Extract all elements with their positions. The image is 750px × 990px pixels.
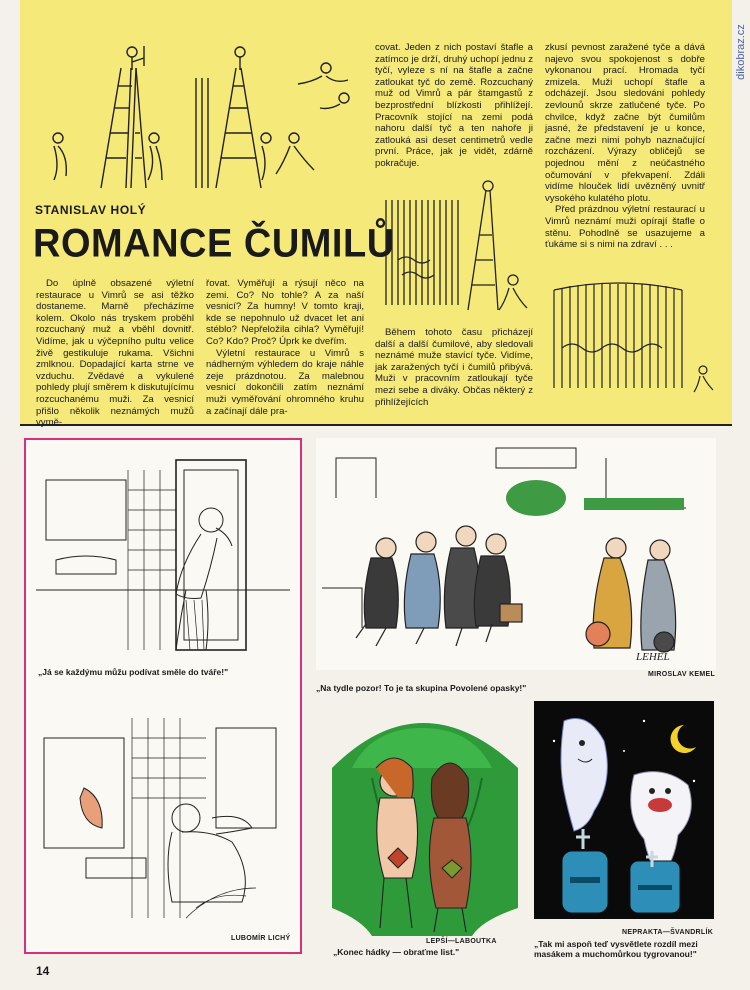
paragraph: covat. Jeden z nich postaví štafle a zatímco je drží, druhý uchopí jednu z tyčí, vyleze s ní na štafle a začne zatloukat tyč do země. Rozcuchaný muž od Vimrů a pár štamgastů z bezprostřední blízkosti přihlížejí. Pracovník stojící na zemi podá nahoru další tyč a ten nahoře ji zatlouká asi deset centimetrů vedle první. Práce, jak je vidět, zdárně pokračuje.: [375, 42, 533, 169]
fence-drawing: [378, 180, 538, 320]
article-author: STANISLAV HOLÝ: [35, 203, 147, 217]
adam-eve-drawing: [332, 708, 518, 936]
watermark: [731, 10, 750, 90]
adam-eve-caption: „Konec hádky — obraťme list.": [333, 947, 460, 957]
paragraph: Během tohoto času přicházejí další a další čumilové, aby sledovali neznámé muže stavící tyče. Vidíme, jak zaražených tyčí i čumilů přibývá. Muži v pracovním zatloukají tyče mezi sebe a diváky. Občas některý z přihlížejících: [375, 327, 533, 408]
street-cartoon: [316, 438, 716, 670]
adam-eve-credit: LEPŠÍ—LABOUTKA: [426, 938, 497, 945]
ghosts-drawing: [534, 701, 714, 919]
fence-illustration-1: [378, 180, 538, 320]
street-credit: MIROSLAV KEMEL: [648, 671, 716, 678]
street-drawing: [316, 438, 716, 670]
article-column-2: [206, 278, 364, 417]
article-column-3-continued: [375, 327, 533, 408]
watermark-text: dikobraz.cz: [735, 24, 747, 80]
circular-fence-drawing: [548, 278, 718, 402]
ghosts-cartoon: [534, 701, 714, 919]
ladder-drawing: [36, 38, 366, 198]
paragraph: zkusí pevnost zaražené tyče a dává najevo svou spokojenost s dobře vykonanou prací. Hromada tyčí zmizela. Muži uchopí štafle a odcházejí. Jsou sledováni pohledy zevlounů skrze zatlučené tyče. Po chvilce, když začne být čumilům jasné, že představení je u konce, začne mezi nimi pohyb naznačující rozcházení. Výrazy obličejů se pojednou mění z neúčastného očumování v překvapení. Zdáli vidíme hlouček lidí uvězněný uvnitř vysokého kulatého plotu.: [545, 42, 705, 204]
mirror-drawing: [36, 708, 290, 928]
article-column-1: [36, 278, 194, 429]
paragraph: řovat. Vyměřují a rýsují něco na zemi. Co? No tohle? A za naší vesnicí? Za humny! V tomto kraji, kde se nepohnulo už dvacet let ani stéblo? Nepřeložila cihla? Vyměřují! Co? Kdo? Proč? Úprk ke dveřím.: [206, 278, 364, 347]
street-caption: „Na tydle pozor! To je ta skupina Povolené opasky!": [316, 683, 527, 693]
paragraph: Před prázdnou výletní restaurací u Vimrů neznámí muži opírají štafle o stěnu. Pohodlně se usazujeme a ťukáme si s nimi na zdraví . . .: [545, 204, 705, 251]
bathroom-cartoon-top: [36, 450, 290, 658]
moon-icon: [671, 725, 696, 753]
bathroom-credit: LUBOMÍR LICHÝ: [231, 935, 291, 942]
paragraph: Výletní restaurace u Vimrů s nádherným výhledem do kraje náhle zeje prázdnotou. Za malebnou vesnicí dokončili zatím neznámí muži vyměřování ohromného kruhu a začínají dále pra-: [206, 347, 364, 417]
ladder-illustration: [36, 38, 366, 198]
article-column-4: [545, 42, 705, 251]
page-number: 14: [36, 964, 50, 978]
ghosts-credit: NEPRAKTA—ŠVANDRLÍK: [622, 929, 714, 936]
bathroom-cartoon-bottom: [36, 708, 290, 928]
ghosts-caption: „Tak mi aspoň teď vysvětlete rozdíl mezi masákem a muchomůrkou tygrovanou!": [534, 939, 698, 959]
fence-illustration-2: [548, 278, 718, 402]
adam-eve-cartoon: [332, 708, 518, 936]
article-column-3: [375, 42, 533, 170]
street-signature: LEHEL: [636, 651, 670, 663]
paragraph: Do úplně obsazené výletní restaurace u Vimrů se asi těžko dostaneme. Marně přecházíme kolem. Okolo nás tryskem proběhl rozcuchaný muž a vběhl dovnitř. Vidíme, jak u výčepního pultu velice živě gestikuluje rukama. Všichni zmlknou. Dopadající karta strne ve vzduchu. Zvědavé a vykulené pohledy plují směrem k diskutujícímu rozcuchanému muži. Za vesnicí přišlo několik neznámých mužů vymě-: [36, 278, 194, 429]
bathroom-door-drawing: [36, 450, 290, 658]
article-title: ROMANCE ČUMILŮ: [33, 221, 395, 267]
bathroom-top-caption: „Já se každýmu můžu podívat směle do tváře!": [38, 667, 229, 677]
